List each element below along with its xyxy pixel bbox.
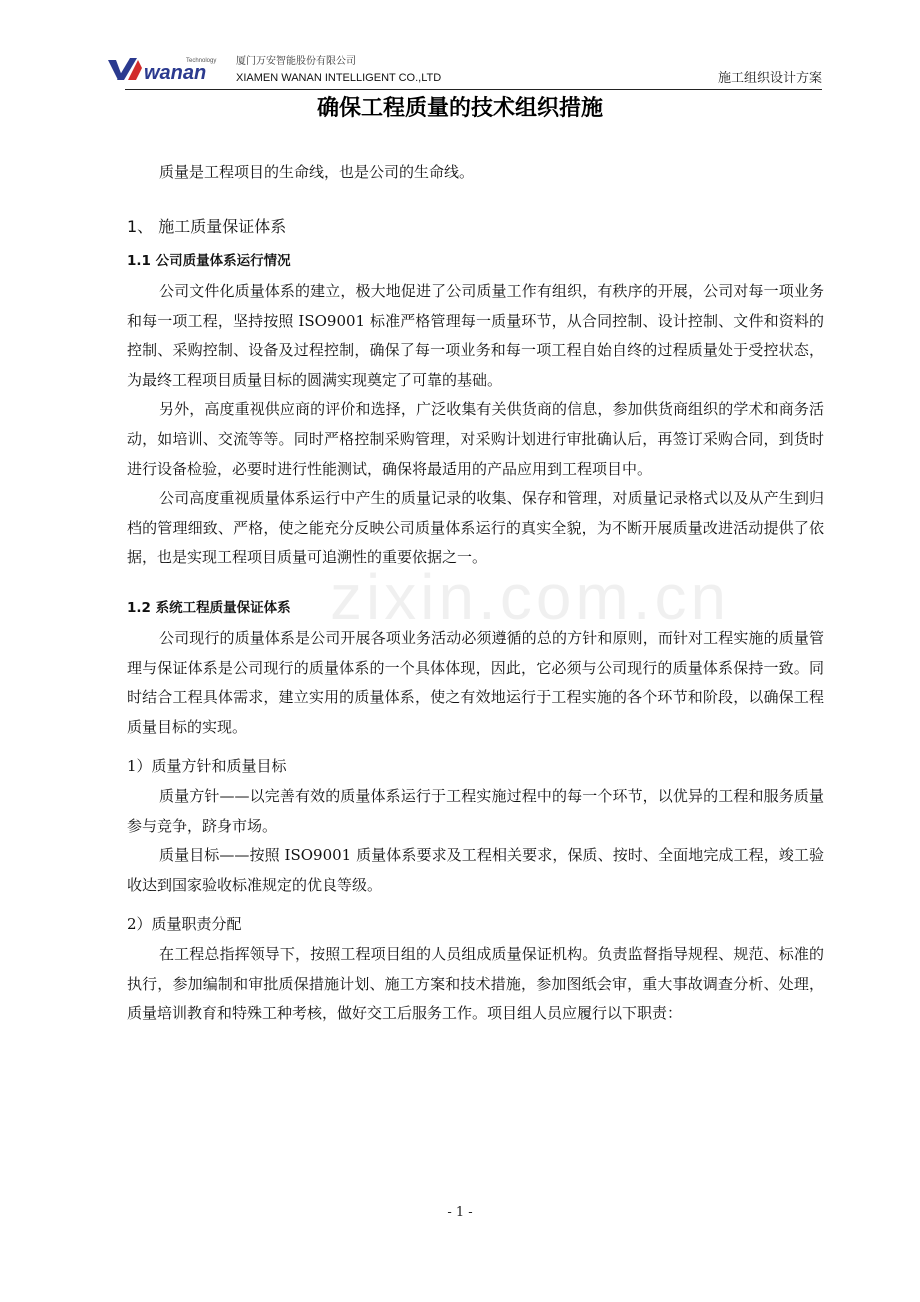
paragraph: 另外，高度重视供应商的评价和选择，广泛收集有关供货商的信息，参加供货商组织的学术和商务活动，如培训、交流等等。同时严格控制采购管理，对采购计划进行审批确认后，再签订采购合同，到货时进行设备检验，必要时进行性能测试，确保将最适用的产品应用到工程项目中。 (127, 400, 824, 478)
page-number: - 1 - (447, 1205, 473, 1220)
paragraph: 公司现行的质量体系是公司开展各项业务活动必须遵循的总的方针和原则，而针对工程实施的质量管理与保证体系是公司现行的质量体系的一个具体体现，因此，它必须与公司现行的质量体系保持一致。同时结合工程具体需求，建立实用的质量体系，使之有效地运行于工程实施的各个环节和阶段，以确保工程质量目标的实现。 (127, 629, 824, 736)
watermark: zixin.com.cn (330, 561, 731, 633)
intro-paragraph: 质量是工程项目的生命线，也是公司的生命线。 (159, 163, 475, 181)
paragraph: 质量目标——按照 ISO9001 质量体系要求及工程相关要求，保质、按时、全面地完成工程，竣工验收达到国家验收标准规定的优良等级。 (127, 846, 824, 894)
company-name (236, 56, 441, 85)
paragraph: 公司高度重视质量体系运行中产生的质量记录的收集、保存和管理，对质量记录格式以及从产生到归档的管理细致、严格，使之能充分反映公司质量体系运行的真实全貌，为不断开展质量改进活动提供了依据，也是实现工程项目质量可追溯性的重要依据之一。 (127, 489, 824, 567)
company-logo (108, 54, 220, 84)
company-name-cn: 厦门万安智能股份有限公司 (236, 56, 356, 67)
item-1-body (127, 782, 824, 900)
paragraph: 质量方针——以完善有效的质量体系运行于工程实施过程中的每一个环节，以优异的工程和服务质量参与竞争，跻身市场。 (127, 787, 824, 835)
paragraph: 公司文件化质量体系的建立，极大地促进了公司质量工作有组织，有秩序的开展，公司对每一项业务和每一项工程，坚持按照 ISO9001 标准严格管理每一质量环节，从合同控制、设计控制、文件和资料的控制、采购控制、设备及过程控制，确保了每一项业务和每一项工程自始自终的过程质量处于受控状态，为最终工程项目质量目标的圆满实现奠定了可靠的基础。 (127, 282, 824, 389)
item-1-heading: 1）质量方针和质量目标 (127, 757, 287, 775)
header-divider (125, 89, 822, 90)
page-header (108, 52, 822, 92)
document-type: 施工组织设计方案 (717, 71, 822, 86)
company-name-en: XIAMEN WANAN INTELLIGENT CO.,LTD (236, 72, 442, 84)
logo-subtext: Technology (186, 58, 217, 64)
wanan-logo-icon (108, 54, 220, 84)
item-2-heading: 2）质量职责分配 (127, 915, 242, 933)
section-1-1-body (127, 277, 824, 573)
section-1-heading: 1、 施工质量保证体系 (127, 217, 287, 236)
section-1-2-body (127, 624, 824, 742)
paragraph: 在工程总指挥领导下，按照工程项目组的人员组成质量保证机构。负责监督指导规程、规范、标准的执行，参加编制和审批质保措施计划、施工方案和技术措施，参加图纸会审，重大事故调查分析、处理，质量培训教育和特殊工种考核，做好交工后服务工作。项目组人员应履行以下职责： (127, 945, 824, 1023)
document-title: 确保工程质量的技术组织措施 (316, 96, 603, 121)
section-1-2-heading: 1.2 系统工程质量保证体系 (127, 600, 291, 616)
logo-wordmark: wanan (144, 62, 207, 84)
item-2-body (127, 940, 824, 1029)
section-1-1-heading: 1.1 公司质量体系运行情况 (127, 253, 291, 269)
